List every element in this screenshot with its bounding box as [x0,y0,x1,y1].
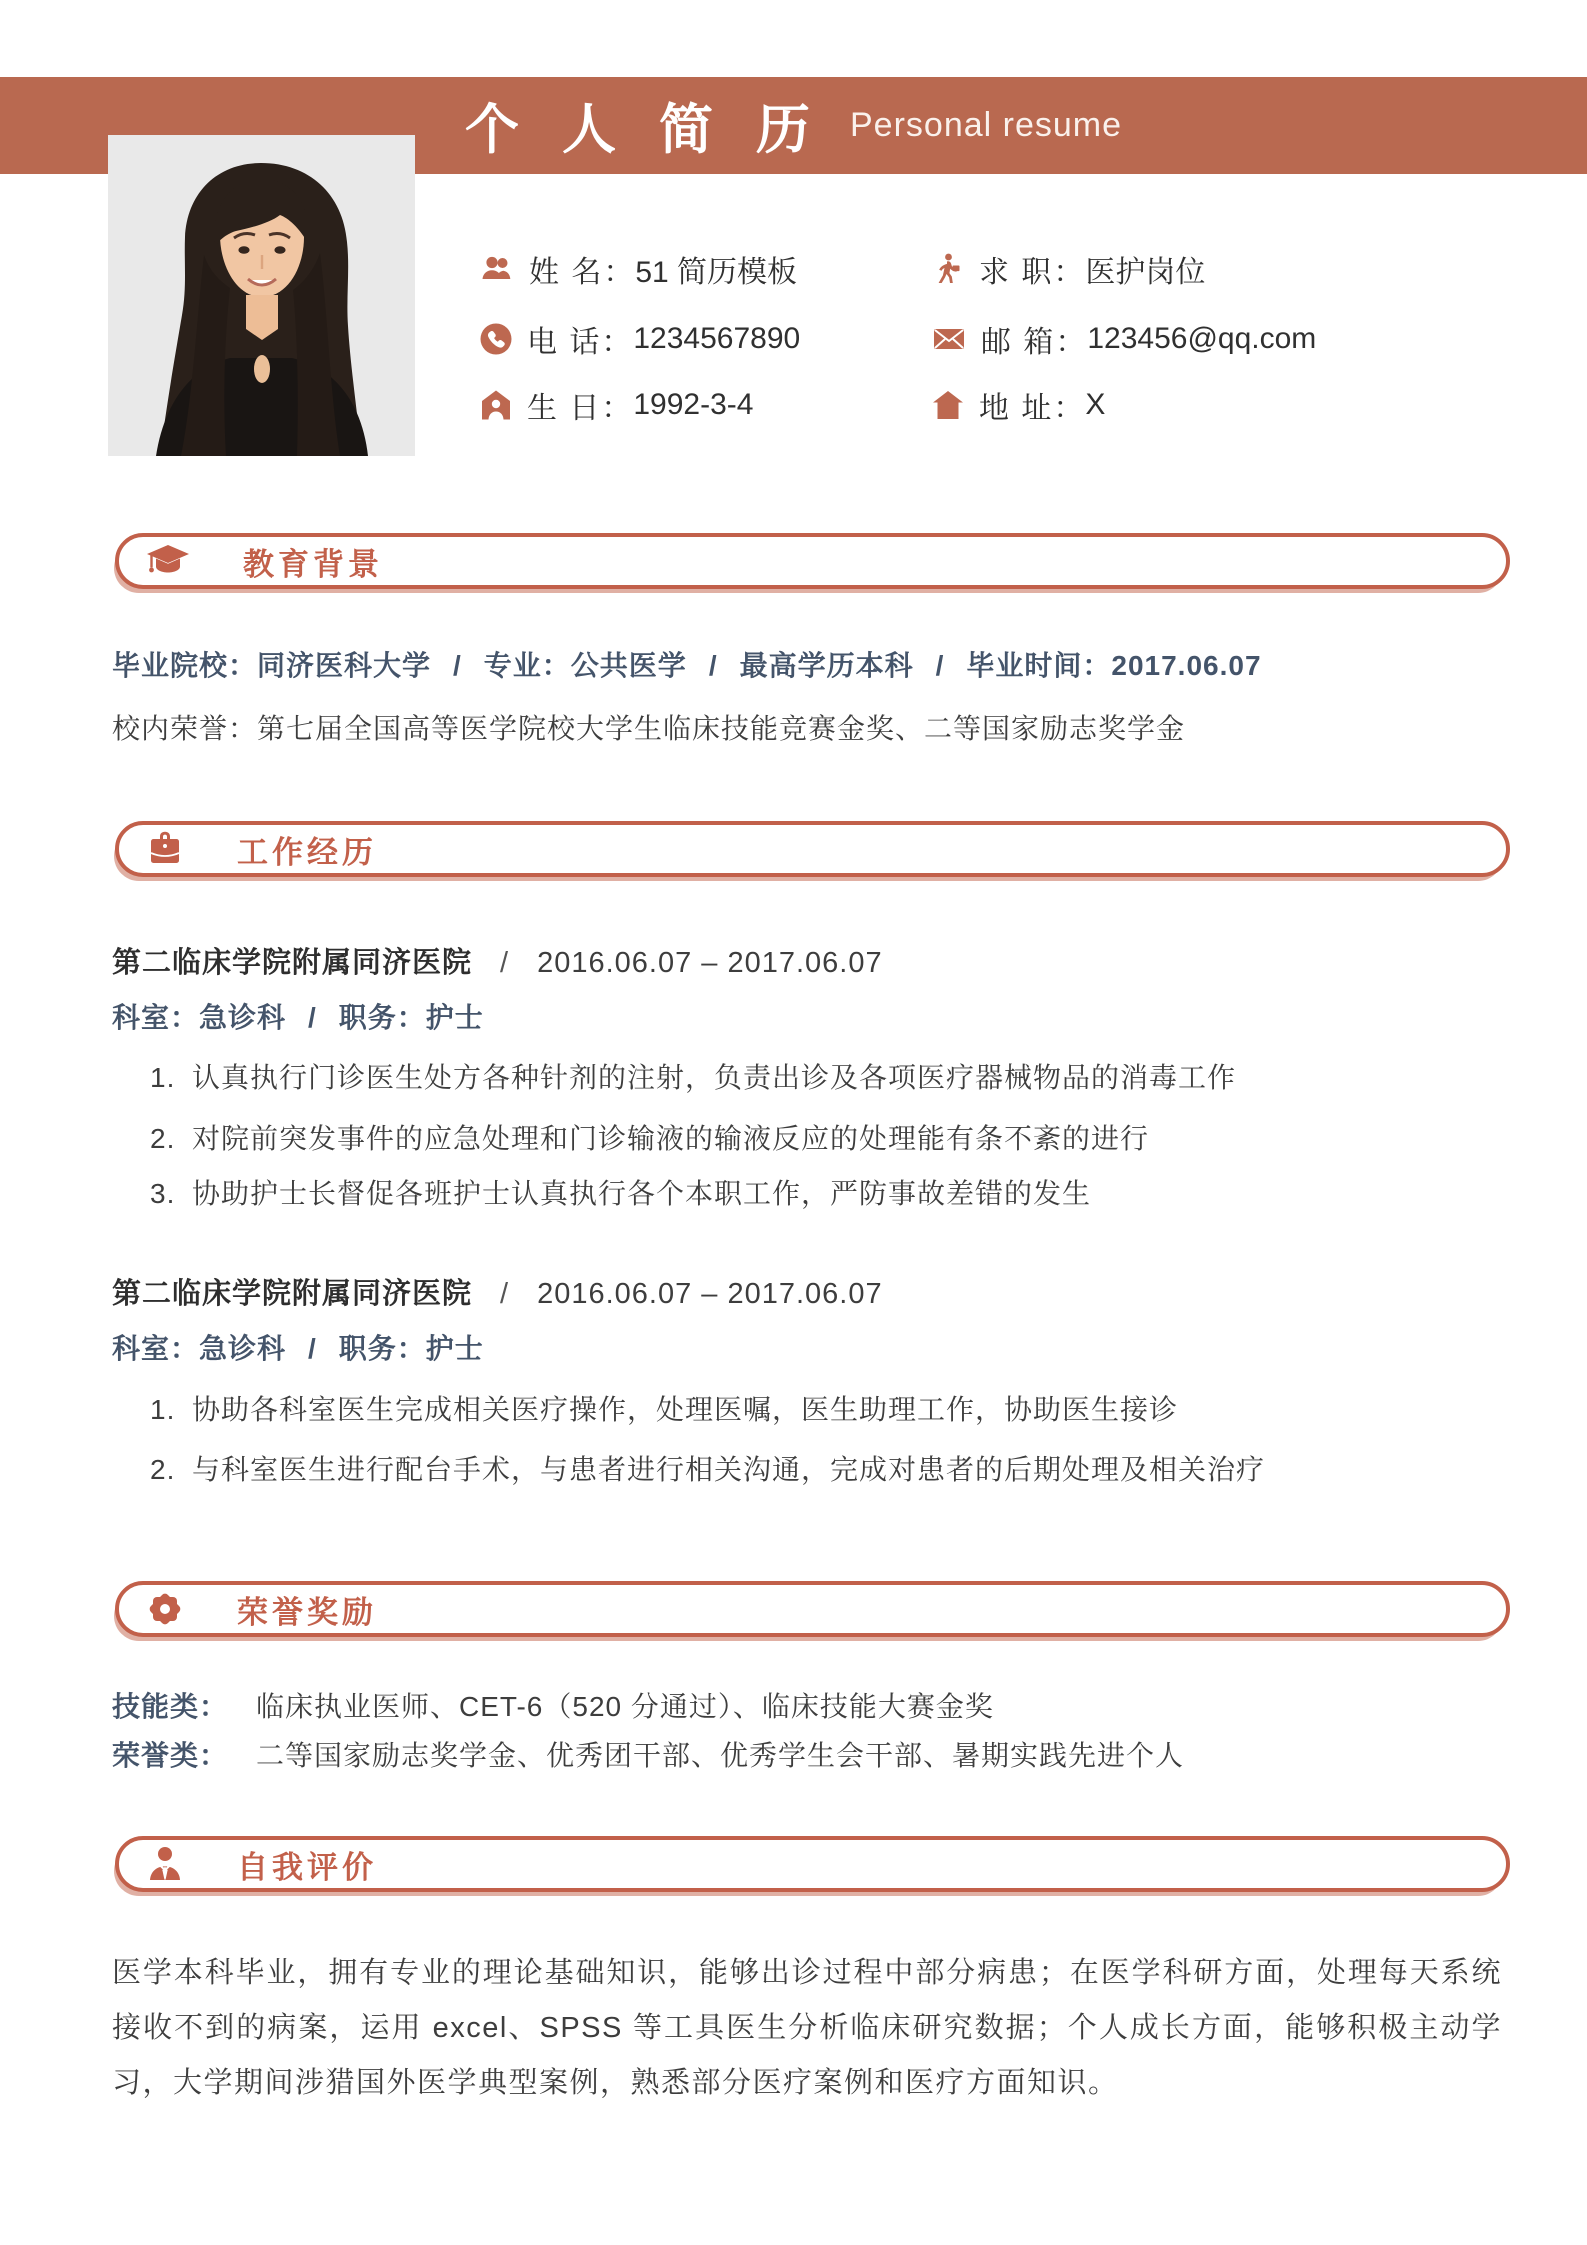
profile-field-address [931,383,1105,427]
field-value: 51 简历模板 [635,256,798,289]
work-org: 第二临床学院附属同济医院 [112,947,473,979]
section-header-work [115,821,1510,877]
section-title: 工作经历 [237,834,377,870]
work-entry-title [112,940,883,981]
section-header-education [115,533,1510,589]
field-value: X [1085,388,1106,421]
home-icon [931,388,965,422]
education-summary-line [112,644,1262,684]
item-text: 协助护士长督促各班护士认真执行各个本职工作，严防事故差错的发生 [192,1178,1092,1209]
work-entry-subtitle [112,996,484,1036]
envelope-icon [931,322,967,356]
separator: / [708,650,718,681]
work-role: 职务：护士 [338,1002,484,1033]
separator: / [308,1002,317,1033]
education-degree: 最高学历本科 [739,650,914,681]
work-duty-item [150,1448,1265,1488]
work-dept: 科室：急诊科 [112,1333,287,1364]
briefcase-icon [145,829,185,869]
walking-person-icon [931,252,965,286]
profile-field-birthday [479,383,753,427]
graduation-cap-icon [145,541,191,581]
field-label: 地 址： [979,392,1086,425]
work-duty-item [150,1172,1091,1212]
work-dept: 科室：急诊科 [112,1002,287,1033]
separator: / [453,650,462,681]
field-value: 1992-3-4 [633,388,754,421]
section-title: 教育背景 [243,546,383,582]
person-icon [145,1844,185,1884]
education-honor-line [112,707,1185,747]
field-value: 123456@qq.com [1087,322,1317,355]
work-org: 第二临床学院附属同济医院 [112,1278,473,1310]
home-person-icon [479,388,513,422]
gear-icon [145,1589,185,1629]
field-label: 姓 名： [529,256,636,289]
field-label: 生 日： [527,392,634,425]
honors-label: 荣誉类： [112,1740,229,1771]
personal-info [479,245,1529,455]
separator: / [935,650,945,681]
page-title: 个 人 简 历 [464,100,824,160]
item-number: 1. [150,1062,176,1093]
work-dates: 2016.06.07 – 2017.06.07 [537,1278,883,1310]
field-label: 电 话： [527,326,634,359]
users-icon [479,252,515,286]
item-number: 2. [150,1454,176,1485]
item-text: 对院前突发事件的应急处理和门诊输液的输液反应的处理能有条不紊的进行 [192,1123,1150,1154]
portrait-illustration [108,135,415,456]
honors-row-skills [112,1685,994,1725]
honor-text: 第七届全国高等医学院校大学生临床技能竞赛金奖、二等国家励志奖学金 [257,713,1186,744]
work-duty-item [150,1056,1236,1096]
field-label: 求 职： [979,256,1086,289]
section-header-honors [115,1581,1510,1637]
education-major: 专业：公共医学 [483,650,687,681]
section-header-selfeval [115,1836,1510,1892]
field-value: 医护岗位 [1085,256,1206,289]
section-title: 自我评价 [237,1849,377,1885]
honor-label: 校内荣誉： [112,713,258,744]
field-value: 1234567890 [633,322,801,355]
honors-label: 技能类： [112,1691,229,1722]
work-entry-subtitle [112,1327,484,1367]
self-evaluation-text: 医学本科毕业，拥有专业的理论基础知识，能够出诊过程中部分病患；在医学科研方面，处理每天系统接收不到的病案，运用 excel、SPSS 等工具医生分析临床研究数据；个人成长方面，能够积极主动学习，大学期间涉猎国外医学典型案例，熟悉部分医疗案例和医疗方面知识。 [112,1957,1502,2099]
honors-text: 临床执业医师、CET-6（520 分通过）、临床技能大赛金奖 [256,1691,994,1722]
profile-field-name [479,247,797,291]
separator: / [308,1333,317,1364]
page-subtitle: Personal resume [850,106,1123,144]
work-duty-item [150,1388,1178,1428]
phone-icon [479,322,513,356]
item-number: 2. [150,1123,176,1154]
work-entry-title [112,1271,883,1312]
item-text: 认真执行门诊医生处方各种针剂的注射，负责出诊及各项医疗器械物品的消毒工作 [192,1062,1237,1093]
honors-text: 二等国家励志奖学金、优秀团干部、优秀学生会干部、暑期实践先进个人 [256,1740,1185,1771]
profile-field-job [931,247,1205,291]
profile-photo [108,135,415,456]
item-text: 协助各科室医生完成相关医疗操作，处理医嘱，医生助理工作，协助医生接诊 [192,1394,1179,1425]
education-grad-date: 毕业时间：2017.06.07 [966,650,1262,681]
field-label: 邮 箱： [981,326,1088,359]
item-text: 与科室医生进行配台手术，与患者进行相关沟通，完成对患者的后期处理及相关治疗 [192,1454,1266,1485]
section-title: 荣誉奖励 [237,1594,377,1630]
work-dates: 2016.06.07 – 2017.06.07 [537,947,883,979]
education-school: 毕业院校：同济医科大学 [112,650,432,681]
profile-field-email [931,317,1316,361]
profile-field-phone [479,317,800,361]
separator: / [500,1278,510,1310]
item-number: 1. [150,1394,176,1425]
separator: / [500,947,510,979]
honors-row-awards [112,1734,1184,1774]
work-duty-item [150,1117,1149,1157]
item-number: 3. [150,1178,176,1209]
work-role: 职务：护士 [338,1333,484,1364]
